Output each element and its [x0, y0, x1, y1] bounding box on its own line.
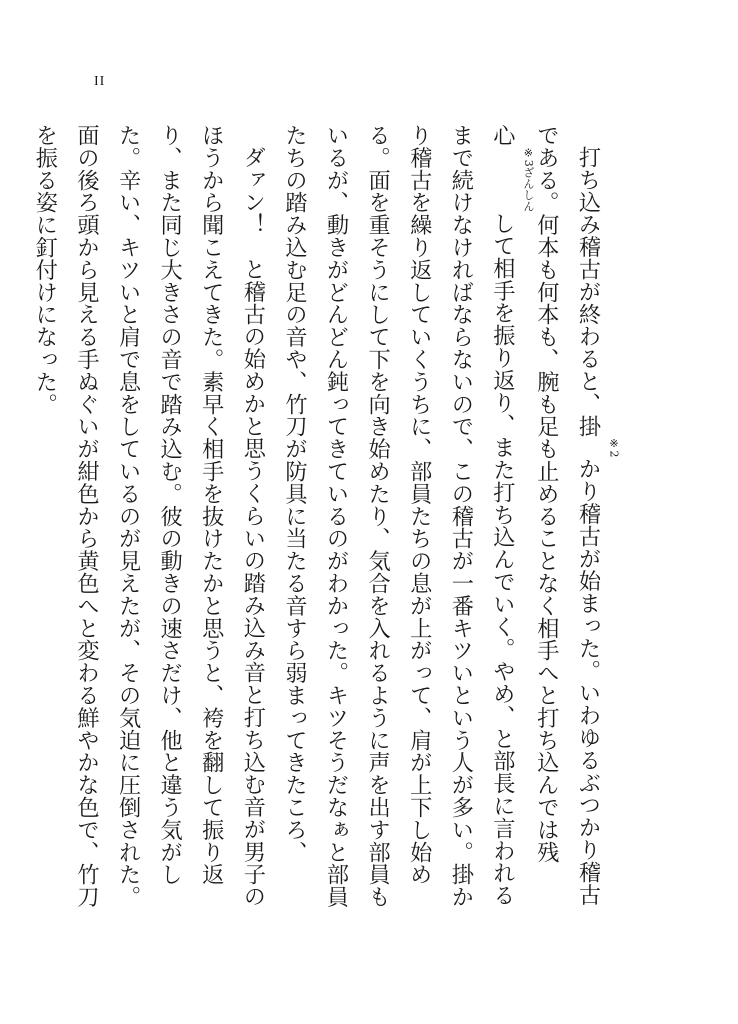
note-3-reading: ざんしん — [521, 166, 535, 213]
paragraph-1-part-c: して相手を振り返り、また打ち込んでいく。やめ、と部長に言われるまで続けなければならないので、この稽古が一番キツいという人が多い。掛かり稽古を繰り返していくうちに、部員たちの息が上がって、肩が上下し始める。面を重そうにして下を向き始めたり、気合を入れるように声を出す部員もいるが、動きがどんどん鈍ってきているのがわかった。キツそうだなぁと部員たちの踏み込む足の音や、竹刀が防具に当たる音すら弱まってきたころ、 — [281, 124, 516, 908]
page-number: II — [94, 74, 106, 89]
note-2-mark: ※2 — [607, 437, 621, 458]
paragraph-1 — [273, 124, 620, 924]
note-3-annotation — [522, 146, 535, 212]
note-3-base: 残心 — [489, 124, 560, 864]
note-2-base: 掛 — [575, 415, 601, 438]
note-3-mark: ※3 — [521, 146, 535, 167]
note-2-ruby — [575, 415, 621, 458]
paragraph-2: ダァン！ と稽古の始めかと思うくらいの踏み込み音と打ち込む音が男子のほうから聞こえてきた。素早く相手を抜けたかと思うと、袴を翻して振り返り、また同じ大きさの音で踏み込む。彼の動きの速さだけ、他と違う気がした。辛い、キツいと肩で息をしているのが見えたが、その気迫に圧倒された。面の後ろ頭から見える手ぬぐいが紺色から黄色へと変わる鮮やかな色で、竹刀を振る姿に釘付けになった。 — [31, 124, 266, 908]
paragraph-1-part-b: かり稽古が始まった。いわゆるぶつかり稽古である。何本も何本も、腕も足も止めることなく相手へと打ち込んでは — [533, 124, 601, 906]
body-text — [31, 124, 621, 924]
paragraph-1-part-a: 打ち込み稽古が終わると、 — [575, 146, 601, 415]
